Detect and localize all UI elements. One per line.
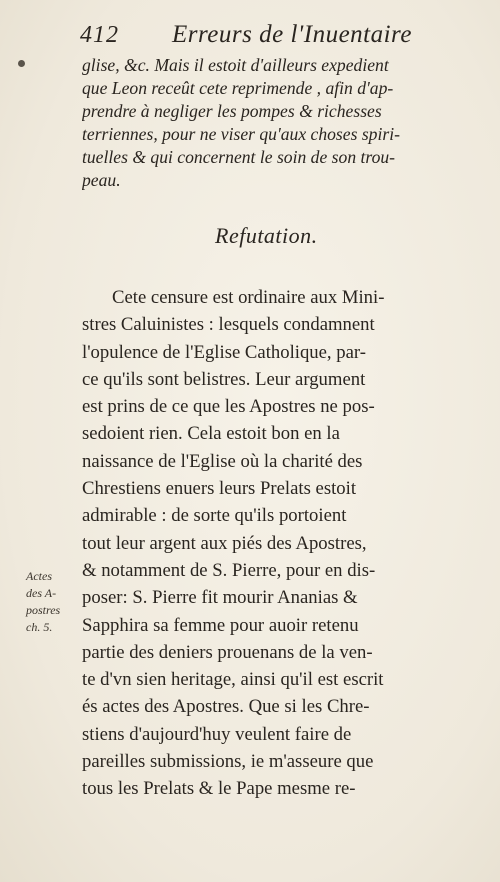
body-paragraph [82,284,472,803]
running-title: Erreurs de l'Inuentaire [172,21,412,48]
margin-note-line: ch. 5. [26,620,53,634]
text-line: Sapphira sa femme pour auoir retenu [82,614,359,636]
text-line: sedoient rien. Cela estoit bon en la [82,423,340,445]
text-line: Chrestiens enuers leurs Prelats estoit [82,478,357,500]
text-line: tous les Prelats & le Pape mesme re- [82,778,356,800]
margin-note-line: Actes [26,569,52,583]
opening-passage [82,54,472,192]
text-line: pareilles submissions, ie m'asseure que [82,751,374,773]
text-line: tuelles & qui concernent le soin de son trou- [82,147,396,167]
text-line: admirable : de sorte qu'ils portoient [82,505,347,527]
text-line: poser: S. Pierre fit mourir Ananias & [82,587,358,609]
text-line: l'opulence de l'Eglise Catholique, par- [82,341,366,363]
text-line: naissance de l'Eglise où la charité des [82,450,363,472]
text-line: partie des deniers prouenans de la ven- [82,641,373,663]
text-line: peau. [82,170,121,190]
margin-dot-icon [18,60,25,67]
text-line: terriennes, pour ne viser qu'aux choses spiri- [82,124,400,144]
text-line: que Leon receût cete reprimende , afin d'ap- [82,78,394,98]
text-line: és actes des Apostres. Que si les Chre- [82,696,370,718]
page-header [80,18,470,52]
page-number: 412 [80,22,119,48]
margin-note [26,568,74,636]
text-line: te d'vn sien heritage, ainsi qu'il est escrit [82,669,384,691]
text-line: est prins de ce que les Apostres ne pos- [82,396,375,418]
text-line: stiens d'aujourd'huy veulent faire de [82,723,352,745]
section-heading: Refutation. [215,223,318,248]
text-line: glise, &c. Mais il estoit d'ailleurs expedient [82,55,389,75]
text-line: tout leur argent aux piés des Apostres, [82,532,367,554]
text-line: & notamment de S. Pierre, pour en dis- [82,559,376,581]
text-line: Cete censure est ordinaire aux Mini- [112,287,385,308]
margin-note-line: postres [26,603,61,617]
text-line: prendre à negliger les pompes & richesses [82,101,382,121]
margin-note-line: des A- [26,586,57,600]
text-line: ce qu'ils sont belistres. Leur argument [82,368,366,390]
text-line: stres Caluinistes : lesquels condamnent [82,314,375,336]
